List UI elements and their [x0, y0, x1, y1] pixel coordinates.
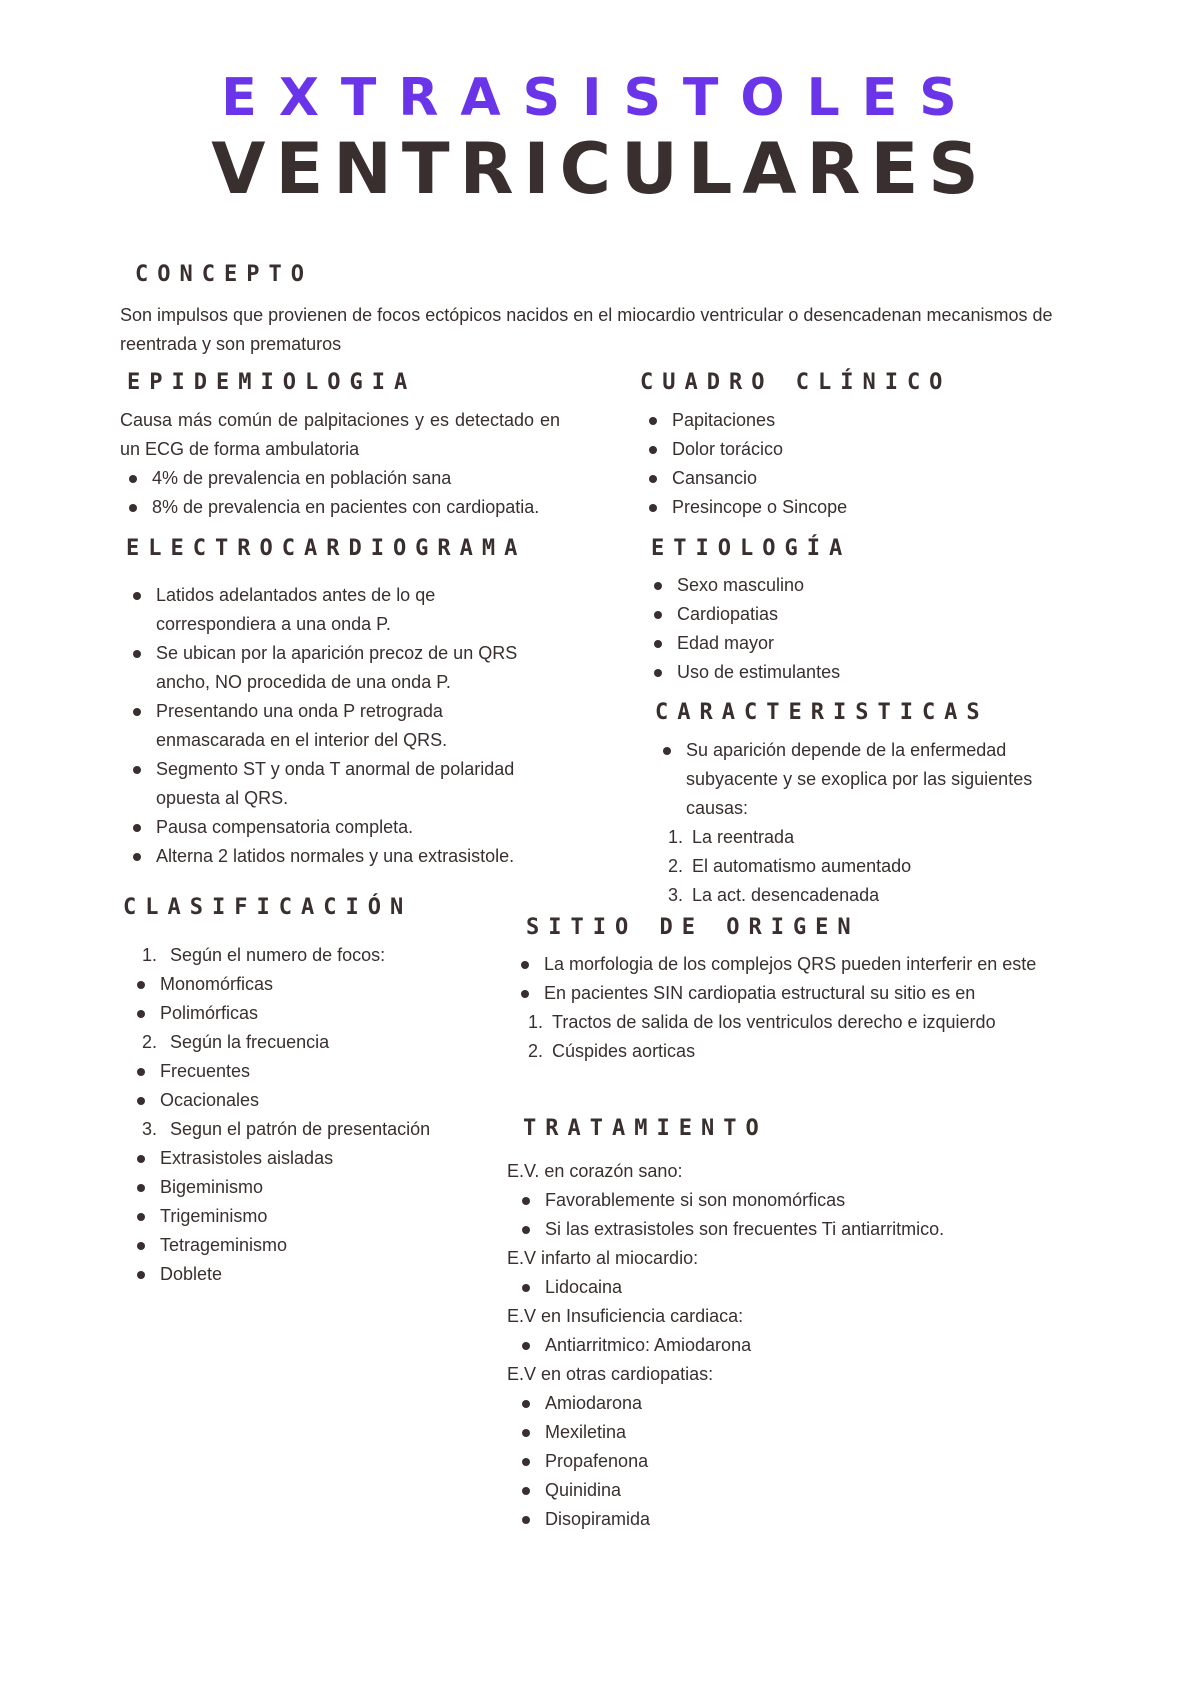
list-item: Cansancio: [640, 464, 1100, 493]
list-item: Pausa compensatoria completa.: [124, 813, 556, 842]
sitio-origen-section: [512, 950, 1112, 1066]
group-label: Según el numero de focos:: [170, 945, 386, 965]
etiologia-heading: ETIOLOGÍA: [651, 536, 852, 561]
item-text: Tractos de salida de los ventriculos derecho e izquierdo: [552, 1012, 996, 1032]
numbered-item: [528, 1008, 1112, 1037]
sitio-origen-numbered-list: [528, 1008, 1112, 1066]
list-item: Amiodarona: [513, 1389, 1107, 1418]
item-number: 3.: [668, 885, 684, 905]
group-number: 3.: [142, 1119, 158, 1139]
list-item: Tetrageminismo: [128, 1231, 508, 1260]
concepto-heading: CONCEPTO: [135, 262, 313, 287]
clasificacion-heading: CLASIFICACIÓN: [123, 895, 413, 920]
tratamiento-list-4: [513, 1389, 1107, 1534]
caracteristicas-section: [654, 736, 1094, 910]
tratamiento-group-label: E.V en otras cardiopatias:: [507, 1364, 714, 1384]
list-item: Bigeminismo: [128, 1173, 508, 1202]
item-number: 1.: [668, 827, 684, 847]
caracteristicas-list: [654, 736, 1094, 823]
tratamiento-heading: TRATAMIENTO: [523, 1116, 768, 1141]
electrocardiograma-heading: ELECTROCARDIOGRAMA: [126, 536, 527, 561]
item-text: Cúspides aorticas: [552, 1041, 696, 1061]
group-number: 1.: [142, 945, 158, 965]
list-item: Su aparición depende de la enfermedad subyacente y se exoplica por las siguientes causas:: [654, 736, 1094, 823]
list-item: Ocacionales: [128, 1086, 508, 1115]
clasificacion-group-label: [142, 1028, 508, 1057]
list-item: Polimórficas: [128, 999, 508, 1028]
caracteristicas-heading: CARACTERISTICAS: [655, 700, 989, 725]
list-item: Mexiletina: [513, 1418, 1107, 1447]
list-item: Segmento ST y onda T anormal de polaridad opuesta al QRS.: [124, 755, 556, 813]
numbered-item: [668, 881, 1094, 910]
list-item: Propafenona: [513, 1447, 1107, 1476]
list-item: En pacientes SIN cardiopatia estructural su sitio es en: [512, 979, 1112, 1008]
list-item: Doblete: [128, 1260, 508, 1289]
list-item: Edad mayor: [645, 629, 1095, 658]
list-item: 4% de prevalencia en población sana: [120, 464, 560, 493]
clasificacion-group-label: [142, 1115, 508, 1144]
list-item: Uso de estimulantes: [645, 658, 1095, 687]
item-text: La reentrada: [692, 827, 795, 847]
cuadro-clinico-heading: CUADRO CLÍNICO: [640, 370, 952, 395]
clasificacion-group-label: [142, 941, 508, 970]
list-item: Alterna 2 latidos normales y una extrasistole.: [124, 842, 556, 871]
list-item: Monomórficas: [128, 970, 508, 999]
title-line-1: EXTRASISTOLES: [221, 68, 979, 128]
list-item: Trigeminismo: [128, 1202, 508, 1231]
tratamiento-list-3: [513, 1331, 1107, 1360]
caracteristicas-numbered-list: [668, 823, 1094, 910]
list-item: Disopiramida: [513, 1505, 1107, 1534]
item-number: 2.: [528, 1041, 544, 1061]
tratamiento-list-1: [513, 1186, 1107, 1244]
clasificacion-section: [128, 941, 508, 1289]
list-item: Frecuentes: [128, 1057, 508, 1086]
electrocardiograma-list: [124, 581, 556, 871]
etiologia-list: [645, 571, 1095, 687]
list-item: Papitaciones: [640, 406, 1100, 435]
list-item: Presincope o Sincope: [640, 493, 1100, 522]
tratamiento-list-2: [513, 1273, 1107, 1302]
concepto-text: Son impulsos que provienen de focos ectópicos nacidos en el miocardio ventricular o desencadenan mecanismos de reentrada y son prematuros: [120, 305, 1053, 354]
item-text: El automatismo aumentado: [692, 856, 912, 876]
numbered-item: [668, 852, 1094, 881]
list-item: Si las extrasistoles son frecuentes Ti antiarritmico.: [513, 1215, 1107, 1244]
item-number: 2.: [668, 856, 684, 876]
list-item: Dolor torácico: [640, 435, 1100, 464]
group-label: Segun el patrón de presentación: [170, 1119, 431, 1139]
list-item: Favorablemente si son monomórficas: [513, 1186, 1107, 1215]
numbered-item: [668, 823, 1094, 852]
item-number: 1.: [528, 1012, 544, 1032]
list-item: 8% de prevalencia en pacientes con cardiopatia.: [120, 493, 560, 522]
epidemiologia-list: [120, 464, 560, 522]
sitio-origen-list: [512, 950, 1112, 1008]
numbered-item: [528, 1037, 1112, 1066]
group-number: 2.: [142, 1032, 158, 1052]
cuadro-clinico-list: [640, 406, 1100, 522]
epidemiologia-section: [120, 406, 560, 522]
list-item: La morfologia de los complejos QRS pueden interferir en este: [512, 950, 1112, 979]
epidemiologia-heading: EPIDEMIOLOGIA: [127, 370, 417, 395]
list-item: Cardiopatias: [645, 600, 1095, 629]
tratamiento-section: [507, 1157, 1107, 1534]
list-item: Antiarritmico: Amiodarona: [513, 1331, 1107, 1360]
tratamiento-group-label: E.V infarto al miocardio:: [507, 1248, 699, 1268]
sitio-origen-heading: SITIO DE ORIGEN: [526, 915, 860, 940]
list-item: Extrasistoles aisladas: [128, 1144, 508, 1173]
tratamiento-group-label: E.V en Insuficiencia cardiaca:: [507, 1306, 744, 1326]
epidemiologia-intro: Causa más común de palpitaciones y es detectado en un ECG de forma ambulatoria: [120, 410, 560, 459]
list-item: Presentando una onda P retrograda enmascarada en el interior del QRS.: [124, 697, 556, 755]
item-text: La act. desencadenada: [692, 885, 880, 905]
list-item: Sexo masculino: [645, 571, 1095, 600]
list-item: Latidos adelantados antes de lo qe correspondiera a una onda P.: [124, 581, 556, 639]
list-item: Quinidina: [513, 1476, 1107, 1505]
list-item: Lidocaina: [513, 1273, 1107, 1302]
list-item: Se ubican por la aparición precoz de un QRS ancho, NO procedida de una onda P.: [124, 639, 556, 697]
clasificacion-list-2: [128, 1057, 508, 1115]
tratamiento-group-label: E.V. en corazón sano:: [507, 1161, 683, 1181]
group-label: Según la frecuencia: [170, 1032, 330, 1052]
title-line-2: VENTRICULARES: [211, 128, 989, 210]
clasificacion-list-1: [128, 970, 508, 1028]
clasificacion-list-3: [128, 1144, 508, 1289]
